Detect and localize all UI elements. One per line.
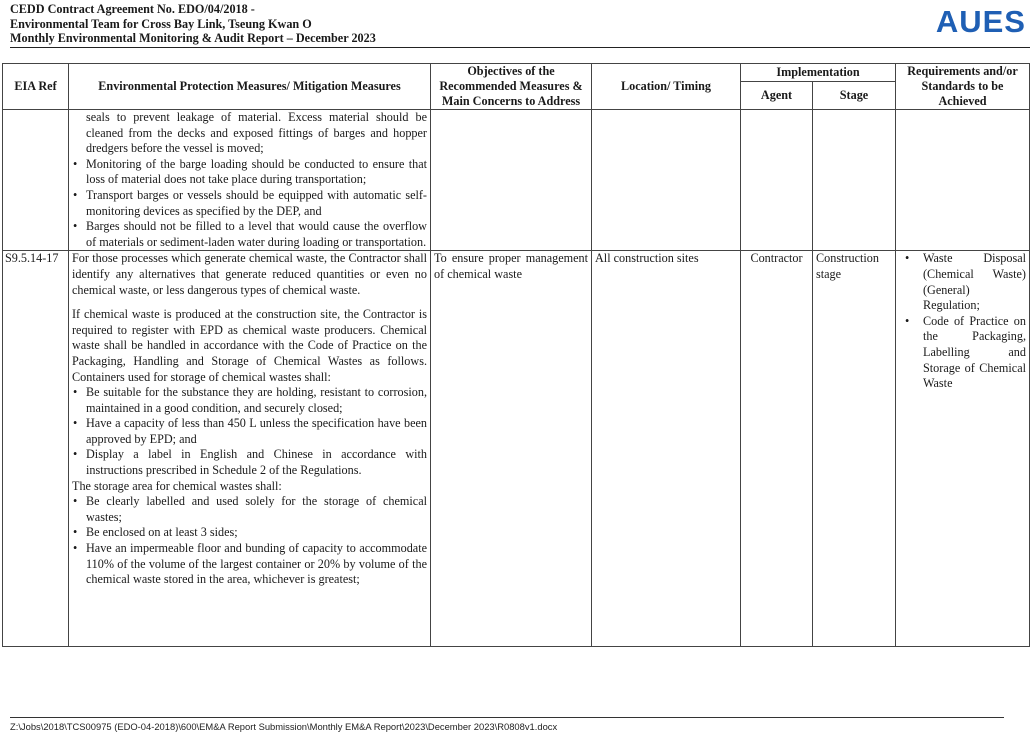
measures-cell xyxy=(69,251,431,647)
list-item: • Be suitable for the substance they are holding, resistant to corrosion, maintained in a good condition, and securely closed; xyxy=(72,385,427,416)
header-title-block xyxy=(10,2,376,46)
eia-ref-cell: S9.5.14-17 xyxy=(3,251,69,647)
measure-text: seals to prevent leakage of material. Excess material should be cleaned from the decks and exposed fittings of barges and hopper dredgers before the vessel is moved; xyxy=(86,110,427,156)
col-header-location: Location/ Timing xyxy=(592,64,741,110)
mitigation-measures-table xyxy=(2,63,1030,647)
col-header-eia-ref: EIA Ref xyxy=(3,64,69,110)
table-row xyxy=(3,251,1030,647)
list-item: • Monitoring of the barge loading should be conducted to ensure that loss of material does not take place during transportation; xyxy=(72,157,427,188)
eia-ref-cell xyxy=(3,110,69,251)
objectives-cell: To ensure proper management of chemical waste xyxy=(431,251,592,647)
list-item: • Be enclosed on at least 3 sides; xyxy=(72,525,427,541)
list-item: • Display a label in English and Chinese in accordance with instructions prescribed in Schedule 2 of the Regulations. xyxy=(72,447,427,478)
barge-bullet-list xyxy=(72,157,427,251)
requirements-cell xyxy=(896,251,1030,647)
col-header-measures: Environmental Protection Measures/ Mitigation Measures xyxy=(69,64,431,110)
report-title: Monthly Environmental Monitoring & Audit Report – December 2023 xyxy=(10,31,376,46)
requirements-list xyxy=(899,251,1026,391)
col-header-objectives: Objectives of the Recommended Measures & Main Concerns to Address xyxy=(431,64,592,110)
objectives-cell xyxy=(431,110,592,251)
list-item: • Have a capacity of less than 450 L unless the specification have been approved by EPD; and xyxy=(72,416,427,447)
col-header-implementation: Implementation xyxy=(741,64,896,82)
team-title: Environmental Team for Cross Bay Link, Tseung Kwan O xyxy=(10,16,312,31)
list-item: • Transport barges or vessels should be equipped with automatic self-monitoring devices as specified by the DEP, and xyxy=(72,188,427,219)
list-item: • Barges should not be filled to a level that would cause the overflow of materials or sediment-laden water during loading or transportation. xyxy=(72,219,427,250)
stage-cell xyxy=(813,110,896,251)
measure-paragraph: For those processes which generate chemical waste, the Contractor shall identify any alternatives that generate reduced quantities or even no chemical waste, or less dangerous types of chemical waste. xyxy=(72,251,427,297)
contract-title: CEDD Contract Agreement No. EDO/04/2018 - xyxy=(10,2,255,16)
col-header-agent: Agent xyxy=(741,82,813,110)
file-path-footer: Z:\Jobs\2018\TCS00975 (EDO-04-2018)\600\EM&A Report Submission\Monthly EM&A Report\2023\December 2023\R0808v1.docx xyxy=(10,721,558,732)
aues-logo: AUES xyxy=(935,4,1026,39)
agent-cell: Contractor xyxy=(741,251,813,647)
list-item: • Have an impermeable floor and bunding of capacity to accommodate 110% of the volume of the largest container or 20% by volume of the chemical waste stored in the area, whichever is greatest; xyxy=(72,541,427,588)
stage-cell: Construction stage xyxy=(813,251,896,647)
storage-bullet-list xyxy=(72,494,427,588)
agent-cell xyxy=(741,110,813,251)
list-item: • Code of Practice on the Packaging, Labelling and Storage of Chemical Waste xyxy=(899,314,1026,392)
location-cell xyxy=(592,110,741,251)
col-header-requirements: Requirements and/or Standards to be Achieved xyxy=(896,64,1030,110)
col-header-stage: Stage xyxy=(813,82,896,110)
requirements-cell xyxy=(896,110,1030,251)
header-divider xyxy=(10,47,1030,48)
list-item: • Be clearly labelled and used solely for the storage of chemical wastes; xyxy=(72,494,427,525)
footer-divider xyxy=(10,717,1004,718)
container-bullet-list xyxy=(72,385,427,479)
storage-intro: The storage area for chemical wastes shall: xyxy=(72,478,282,493)
list-item: • Waste Disposal (Chemical Waste) (General) Regulation; xyxy=(899,251,1026,313)
report-header xyxy=(10,2,1030,48)
location-cell: All construction sites xyxy=(592,251,741,647)
table-row xyxy=(3,110,1030,251)
measure-paragraph: If chemical waste is produced at the construction site, the Contractor is required to register with EPD as chemical waste producers. Chemical waste shall be handled in accordance with the Code of Practice on the Packaging, Handling and Storage of Chemical Wastes as follows. Containers used for storage of chemical wastes shall: xyxy=(72,307,427,384)
measures-cell xyxy=(69,110,431,251)
